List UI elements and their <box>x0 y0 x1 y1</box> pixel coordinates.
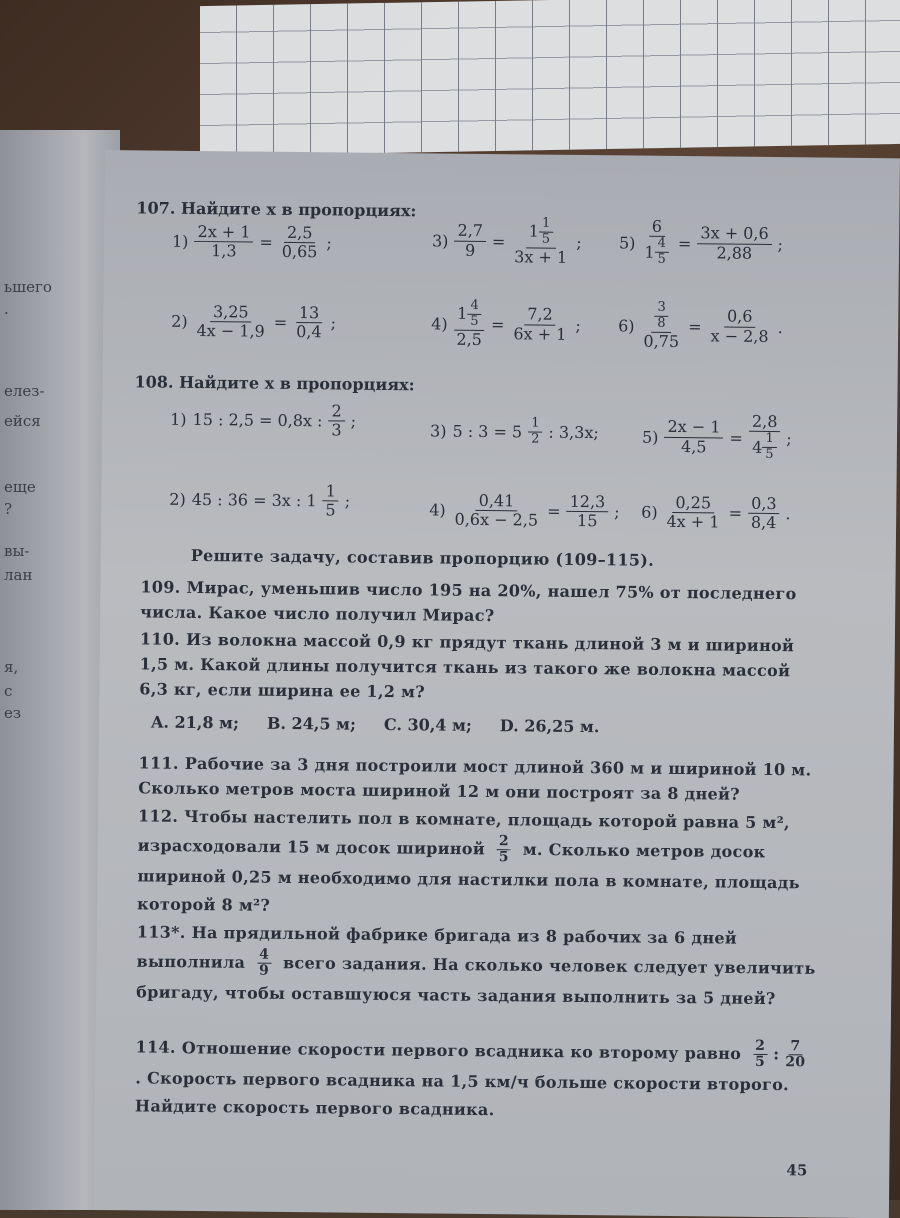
option-c: C. 30,4 м; <box>383 714 472 735</box>
problem-109: 109. Мирас, уменьшив число 195 на 20%, нашел 75% от последнего числа. Какое число получил Мирас? <box>140 577 797 626</box>
item-number: 4) <box>431 314 448 334</box>
fraction: $\frac{0,6}{x - 2,8}$ <box>710 306 769 346</box>
exercise-107-title: 107. Найдите x в пропорциях: <box>136 198 417 221</box>
section-intro: Решите задачу, составив пропорцию (109–115). <box>190 545 655 570</box>
left-fragment: . <box>4 300 9 318</box>
problem-111: 111. Рабочие за 3 дня построили мост длиной 360 м и шириной 10 м. Сколько метров моста шириной 12 м они построят за 8 дней? <box>138 753 812 804</box>
problem-114: 114. Отношение скорости первого всадника ко второму равно $\frac{2}{5}$ : $\frac{7}{20}$ . Скорость первого всадника на 1,5 км/ч больше скорости второго. Найдите скорость первого всадника. <box>134 1037 806 1119</box>
fraction: $\frac{2,5}{0,65}$ <box>281 222 318 262</box>
fraction: $\frac{\frac{3}{8}}{0,75}$ <box>643 299 680 351</box>
ex108-item-6: 6) $\frac{0,25}{4x + 1}$ = $\frac{0,3}{8,4}$ . <box>641 492 791 533</box>
item-number: 5) <box>618 233 636 253</box>
ex107-item-6: 6) $\frac{\frac{3}{8}}{0,75}$ = $\frac{0,6}{x - 2,8}$ . <box>618 299 783 351</box>
fraction: 1 $\frac{1}{5}$ 3x + 1 <box>514 215 568 267</box>
page-number: 45 <box>786 1161 808 1180</box>
notebook-grid <box>200 0 900 156</box>
textbook-page <box>94 150 900 1218</box>
fraction: $\frac{13}{0,4}$ <box>296 303 322 342</box>
option-d: D. 26,25 м. <box>499 716 600 737</box>
exercise-108-title: 108. Найдите x в пропорциях: <box>134 372 415 395</box>
item-number: 2) <box>171 312 188 332</box>
fraction: $\frac{3x + 0,6}{2,88}$ <box>697 224 772 263</box>
item-number: 6) <box>618 316 635 336</box>
left-fragment: ? <box>4 500 13 518</box>
problem-110: 110. Из волокна массой 0,9 кг прядут ткань длиной 3 м и шириной 1,5 м. Какой длины получится ткань из такого же волокна массой 6,3 кг, если ширина ее 1,2 м? <box>139 629 795 702</box>
ex108-item-3: 3) 5 : 3 = 5 $\frac{1}{2}$ : 3,3x; <box>429 415 599 447</box>
ex108-item-2: 2) 45 : 36 = 3x : 1 $\frac{1}{5}$ ; <box>169 481 351 520</box>
fraction: 6 1 $\frac{4}{5}$ <box>641 218 672 269</box>
ex107-item-2: 2) $\frac{3,25}{4x - 1,9}$ = $\frac{13}{0,4}$ ; <box>171 302 337 342</box>
left-fragment: вы- <box>4 542 30 560</box>
ex108-item-5: 5) $\frac{2x - 1}{4,5}$ = 2,8 4 $\frac{1}{5}$ ; <box>641 411 792 463</box>
fraction: $\frac{2x + 1}{1,3}$ <box>194 223 253 261</box>
option-b: B. 24,5 м; <box>266 713 357 734</box>
left-fragment: я, <box>4 658 19 676</box>
problem-113: 113*. На прядильной фабрике бригада из 8 рабочих за 6 дней выполнила $\frac{4}{9}$ всего задания. На сколько человек следует увеличить бригаду, чтобы оставшуюся часть задания выполнить за 5 дней? <box>136 922 816 1008</box>
ex107-item-5: 5) 6 1 $\frac{4}{5}$ = $\frac{3x + 0,6}{2,88}$ ; <box>618 216 784 268</box>
problem-110-options <box>151 713 600 737</box>
problem-112: 112. Чтобы настелить пол в комнате, площадь которой равна 5 м², израсходовали 15 м досок шириной $\frac{2}{5}$ м. Сколько метров досок шириной 0,25 м необходимо для настилки пола в комнате, площадь которой 8 м²? <box>137 806 800 915</box>
ex108-item-4: 4) $\frac{0,41}{0,6x - 2,5}$ = $\frac{12,3}{15}$ ; <box>429 490 620 531</box>
item-number: 1) <box>171 232 189 252</box>
left-fragment: елез- <box>4 382 45 400</box>
left-fragment: ез <box>4 704 22 722</box>
ex108-item-1: 1) 15 : 2,5 = 0,8x : $\frac{2}{3}$ ; <box>170 401 357 440</box>
ex107-item-3: 3) $\frac{2,7}{9}$ = 1 $\frac{1}{5}$ 3x + 1 ; <box>431 215 582 267</box>
fraction: $\frac{3,25}{4x - 1,9}$ <box>196 302 265 342</box>
left-fragment: ейся <box>4 412 41 430</box>
ex107-item-1: 1) $\frac{2x + 1}{1,3}$ = $\frac{2,5}{0,65}$ ; <box>171 221 332 262</box>
fraction: 1 $\frac{4}{5}$ 2,5 <box>453 299 485 350</box>
ex107-item-4: 4) 1 $\frac{4}{5}$ 2,5 = $\frac{7,2}{6x + 1}$ ; <box>431 297 581 349</box>
left-fragment: с <box>4 682 13 700</box>
fraction: $\frac{2,7}{9}$ <box>454 222 486 260</box>
left-fragment: лан <box>4 566 33 584</box>
left-fragment: ьшего <box>4 278 52 296</box>
left-fragment: еще <box>4 478 36 496</box>
fraction: $\frac{7,2}{6x + 1}$ <box>513 304 567 344</box>
item-number: 3) <box>431 231 449 251</box>
option-a: A. 21,8 м; <box>150 712 240 733</box>
